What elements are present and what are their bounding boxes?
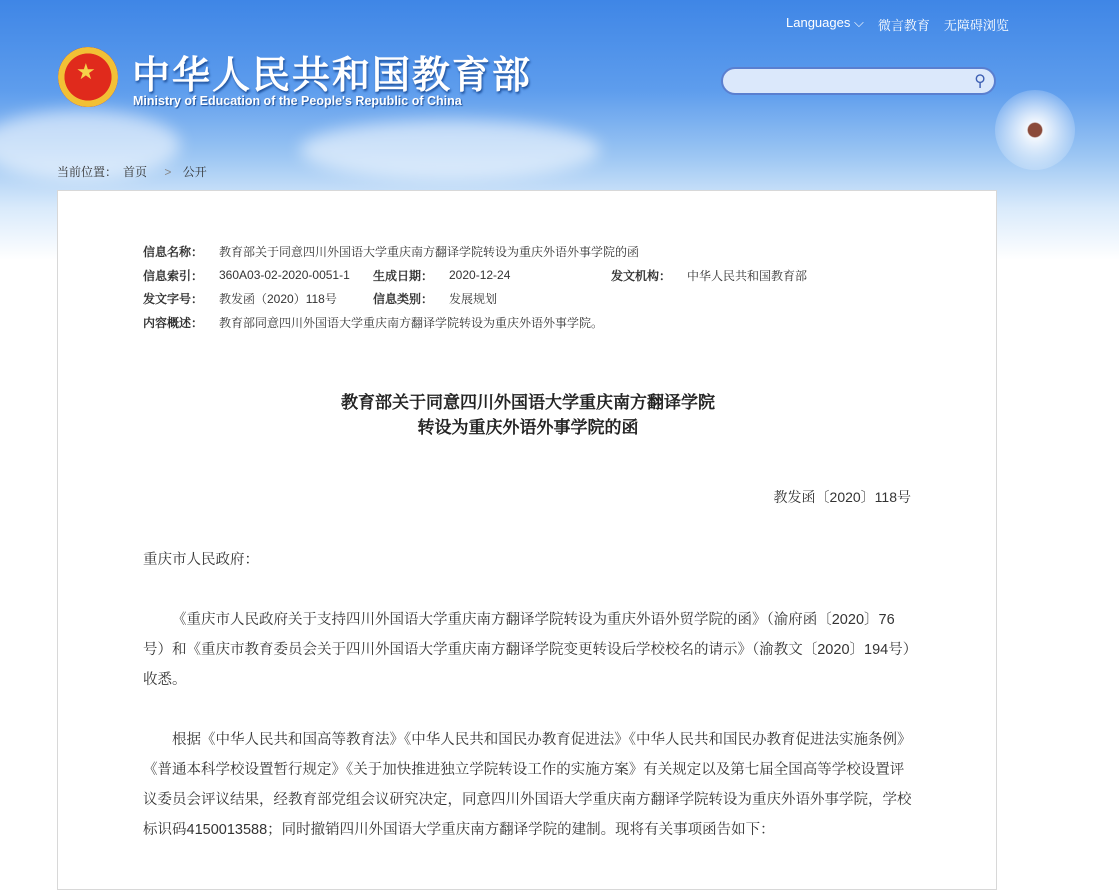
cloud-decoration (300, 120, 600, 180)
paragraph: 根据《中华人民共和国高等教育法》《中华人民共和国民办教育促进法》《中华人民共和国民办教育促进法实施条例》《普通本科学校设置暂行规定》《关于加快推进独立学院转设工作的实施方案》有关规定以及第七届全国高等学校设置评议委员会评议结果，经教育部党组会议研究决定，同意四川外国语大学重庆南方翻译学院转设为重庆外语外事学院，学校标识码4150013588；同时撤销四川外国语大学重庆南方翻译学院的建制。现将有关事项函告如下： (143, 732, 912, 838)
paragraph: 《重庆市人民政府关于支持四川外国语大学重庆南方翻译学院转设为重庆外语外贸学院的函》（渝府函〔2020〕76号）和《重庆市教育委员会关于四川外国语大学重庆南方翻译学院变更转设后学校校名的请示》（渝教文〔2020〕194号）收悉。 (143, 612, 910, 688)
salutation: 重庆市人民政府： (143, 552, 259, 568)
search-box[interactable] (721, 67, 996, 95)
national-emblem-icon[interactable]: ★ (58, 47, 118, 107)
info-name: 教育部关于同意四川外国语大学重庆南方翻译学院转设为重庆外语外事学院的函 (219, 245, 640, 260)
info-docno: 教发函（2020）118号 (219, 292, 337, 307)
label: 信息类别： (373, 292, 434, 307)
top-links (786, 15, 1009, 34)
languages-dropdown[interactable]: Languages ⌵ (786, 15, 864, 30)
document-title (143, 390, 913, 440)
label: 发文字号： (143, 292, 204, 307)
document-body (143, 545, 915, 875)
breadcrumb-separator: > (164, 165, 172, 179)
logo-subtitle[interactable]: Ministry of Education of the People's Republic of China (133, 94, 462, 108)
breadcrumb-public[interactable]: 公开 (182, 165, 207, 179)
info-index: 360A03-02-2020-0051-1 (219, 268, 350, 283)
document-number: 教发函〔2020〕118号 (773, 489, 911, 505)
breadcrumb (57, 163, 213, 180)
info-table (143, 240, 807, 334)
title-line: 教育部关于同意四川外国语大学重庆南方翻译学院 (341, 393, 715, 412)
info-summary: 教育部同意四川外国语大学重庆南方翻译学院转设为重庆外语外事学院。 (219, 315, 604, 330)
title-line: 转设为重庆外语外事学院的函 (417, 418, 639, 437)
label: 发文机构： (611, 268, 672, 283)
info-category: 发展规划 (449, 292, 498, 307)
label: 内容概述： (143, 315, 204, 330)
label: 信息索引： (143, 268, 204, 283)
breadcrumb-home[interactable]: 首页 (123, 165, 148, 179)
label: 生成日期： (373, 268, 434, 283)
search-icon[interactable]: ⚲ (974, 73, 986, 90)
accessibility-link[interactable]: 无障碍浏览 (943, 18, 1009, 33)
breadcrumb-prefix: 当前位置： (57, 165, 118, 179)
dandelion-decoration (995, 90, 1075, 170)
info-org: 中华人民共和国教育部 (687, 268, 808, 283)
info-date: 2020-12-24 (449, 268, 511, 283)
logo-title[interactable]: 中华人民共和国教育部 (132, 55, 533, 97)
weiyan-link[interactable]: 微言教育 (877, 18, 930, 33)
label: 信息名称： (143, 245, 204, 260)
